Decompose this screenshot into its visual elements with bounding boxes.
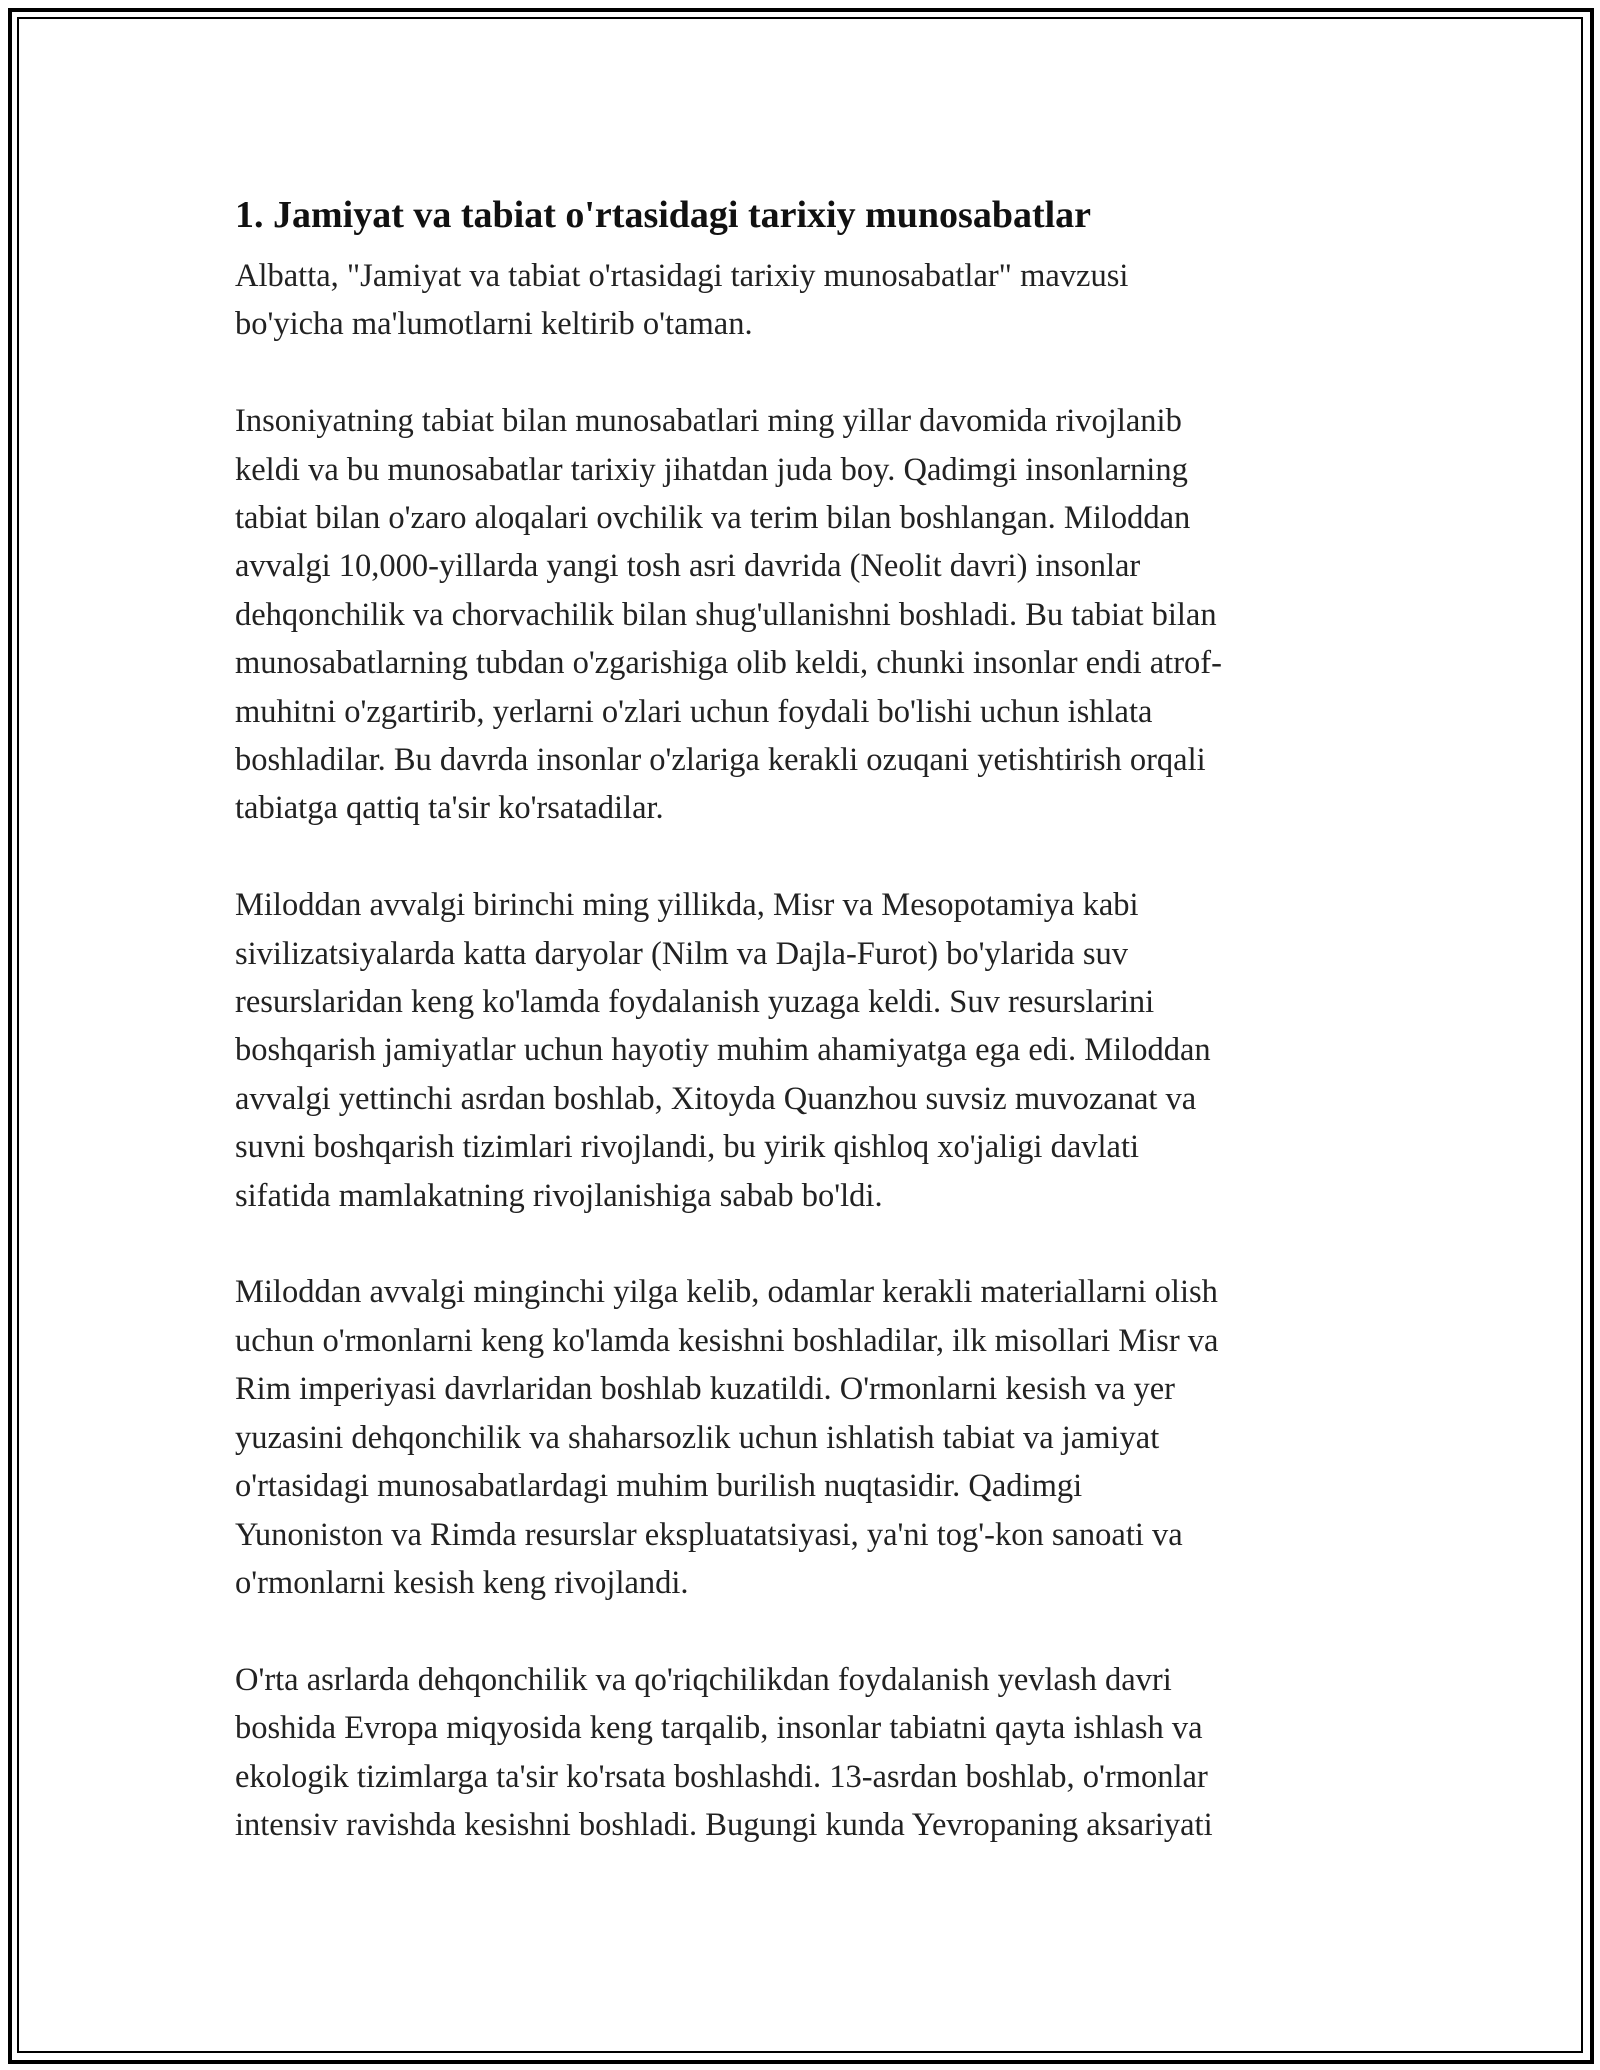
text-line: Miloddan avvalgi birinchi ming yillikda, Misr va Mesopotamiya kabi xyxy=(235,887,1139,924)
text-line: sivilizatsiyalarda katta daryolar (Nilm va Dajla-Furot) bo'ylarida suv xyxy=(235,935,1129,972)
text-line: boshida Evropa miqyosida keng tarqalib, insonlar tabiatni qayta ishlash va xyxy=(235,1710,1203,1747)
text-line: tabiat bilan o'zaro aloqalari ovchilik va terim bilan boshlangan. Miloddan xyxy=(235,500,1191,537)
text-line: yuzasini dehqonchilik va shaharsozlik uchun ishlatish tabiat va jamiyat xyxy=(235,1419,1160,1456)
text-line: avvalgi 10,000-yillarda yangi tosh asri davrida (Neolit davri) insonlar xyxy=(235,548,1141,585)
text-line: Miloddan avvalgi minginchi yilga kelib, odamlar kerakli materiallarni olish xyxy=(235,1274,1218,1311)
text-line: intensiv ravishda kesishni boshladi. Bugungi kunda Yevropaning aksariyati xyxy=(235,1806,1213,1843)
text-line: tabiatga qattiq ta'sir ko'rsatadilar. xyxy=(235,790,664,827)
text-line: boshqarish jamiyatlar uchun hayotiy muhim ahamiyatga ega edi. Miloddan xyxy=(235,1032,1211,1069)
text-line: o'rmonlarni kesish keng rivojlandi. xyxy=(235,1564,689,1601)
paragraph-neolithic xyxy=(235,397,1365,833)
paragraph-rivers xyxy=(235,881,1365,1220)
text-line: resurslaridan keng ko'lamda foydalanish yuzaga keldi. Suv resurslarini xyxy=(235,984,1155,1021)
text-line: Insoniyatning tabiat bilan munosabatlari ming yillar davomida rivojlanib xyxy=(235,403,1182,440)
text-line: boshladilar. Bu davrda insonlar o'zlariga kerakli ozuqani yetishtirish orqali xyxy=(235,742,1206,779)
text-line: munosabatlarning tubdan o'zgarishiga olib keldi, chunki insonlar endi atrof- xyxy=(235,645,1222,682)
text-line: avvalgi yettinchi asrdan boshlab, Xitoyda Quanzhou suvsiz muvozanat va xyxy=(235,1080,1197,1117)
text-line: sifatida mamlakatning rivojlanishiga sabab bo'ldi. xyxy=(235,1177,883,1214)
text-line: uchun o'rmonlarni keng ko'lamda kesishni boshladilar, ilk misollari Misr va xyxy=(235,1322,1219,1359)
paragraph-forests xyxy=(235,1268,1365,1607)
paragraph-middle-ages xyxy=(235,1656,1365,1850)
text-line: muhitni o'zgartirib, yerlarni o'zlari uchun foydali bo'lishi uchun ishlata xyxy=(235,693,1153,730)
text-line: o'rtasidagi munosabatlardagi muhim burilish nuqtasidir. Qadimgi xyxy=(235,1468,1083,1505)
text-line: Albatta, "Jamiyat va tabiat o'rtasidagi tarixiy munosabatlar" mavzusi xyxy=(235,258,1129,294)
text-line: keldi va bu munosabatlar tarixiy jihatdan juda boy. Qadimgi insonlarning xyxy=(235,451,1188,488)
paragraph-intro xyxy=(235,252,1365,349)
text-line: ekologik tizimlarga ta'sir ko'rsata boshlashdi. 13-asrdan boshlab, o'rmonlar xyxy=(235,1758,1208,1795)
text-line: dehqonchilik va chorvachilik bilan shug'ullanishni boshladi. Bu tabiat bilan xyxy=(235,596,1217,633)
text-line: Yunoniston va Rimda resurslar ekspluatatsiyasi, ya'ni tog'-kon sanoati va xyxy=(235,1516,1183,1553)
text-line: Rim imperiyasi davrlaridan boshlab kuzatildi. O'rmonlarni kesish va yer xyxy=(235,1371,1176,1408)
document-body xyxy=(235,186,1365,1849)
text-line: suvni boshqarish tizimlari rivojlandi, bu yirik qishloq xo'jaligi davlati xyxy=(235,1129,1140,1166)
text-line: bo'yicha ma'lumotlarni keltirib o'taman. xyxy=(235,306,753,343)
document-title: 1. Jamiyat va tabiat o'rtasidagi tarixiy munosabatlar xyxy=(235,194,1092,236)
text-line: O'rta asrlarda dehqonchilik va qo'riqchilikdan foydalanish yevlash davri xyxy=(235,1661,1172,1698)
